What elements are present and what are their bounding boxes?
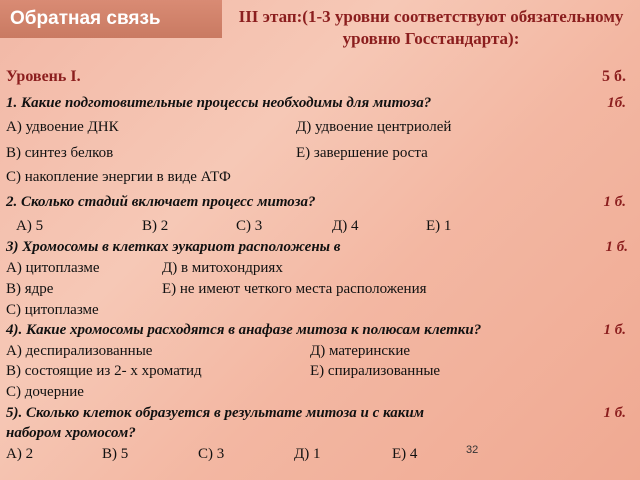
- level-points: 5 б.: [602, 68, 626, 85]
- question-4-points: 1 б.: [603, 322, 626, 338]
- q5-option-a: А) 2: [6, 446, 34, 462]
- q3-option-b: В) ядре: [6, 281, 54, 297]
- question-1-points: 1б.: [607, 95, 626, 111]
- q5-option-e: Е) 4: [392, 446, 418, 462]
- q4-option-c: С) дочерние: [6, 384, 84, 400]
- q3-option-e: Е) не имеют четкого места расположения: [162, 281, 427, 297]
- q5-option-d: Д) 1: [294, 446, 321, 462]
- question-2: 2. Сколько стадий включает процесс митоза?: [6, 194, 316, 210]
- question-2-points: 1 б.: [603, 194, 626, 210]
- q1-option-d: Д) удвоение центриолей: [296, 119, 452, 135]
- question-1: 1. Какие подготовительные процессы необходимы для митоза?: [6, 95, 432, 111]
- q2-option-b: В) 2: [142, 218, 169, 234]
- level-label: Уровень I.: [6, 68, 81, 85]
- q1-option-a: А) удвоение ДНК: [6, 119, 119, 135]
- question-3: 3) Хромосомы в клетках эукариот расположены в: [6, 239, 341, 255]
- q1-option-b: В) синтез белков: [6, 145, 114, 161]
- q3-option-c: С) цитоплазме: [6, 302, 99, 318]
- q3-option-d: Д) в митохондриях: [162, 260, 283, 276]
- q5-option-b: В) 5: [102, 446, 129, 462]
- q4-option-b: В) состоящие из 2- х хроматид: [6, 363, 202, 379]
- feedback-badge: Обратная связь: [0, 0, 222, 38]
- q1-option-e: Е) завершение роста: [296, 145, 428, 161]
- q2-option-e: Е) 1: [426, 218, 452, 234]
- question-5-line-2: набором хромосом?: [6, 425, 136, 441]
- question-5-line-1: 5). Сколько клеток образуется в результате митоза и с каким: [6, 405, 424, 421]
- q4-option-d: Д) материнские: [310, 343, 411, 359]
- stage-title: III этап:(1-3 уровни соответствуют обязательному уровню Госстандарта):: [238, 7, 624, 48]
- q2-option-d: Д) 4: [332, 218, 359, 234]
- q4-option-e: Е) спирализованные: [310, 363, 441, 379]
- q5-option-c: С) 3: [198, 446, 225, 462]
- q4-option-a: А) деспирализованные: [6, 343, 153, 359]
- q1-option-c: С) накопление энергии в виде АТФ: [6, 169, 231, 185]
- question-5-points: 1 б.: [603, 405, 626, 421]
- q2-option-c: С) 3: [236, 218, 263, 234]
- question-4: 4). Какие хромосомы расходятся в анафазе митоза к полюсам клетки?: [6, 322, 482, 338]
- page-number: 32: [466, 444, 479, 456]
- q3-option-a: А) цитоплазме: [6, 260, 100, 276]
- question-3-points: 1 б.: [605, 239, 628, 255]
- q2-option-a: А) 5: [16, 218, 44, 234]
